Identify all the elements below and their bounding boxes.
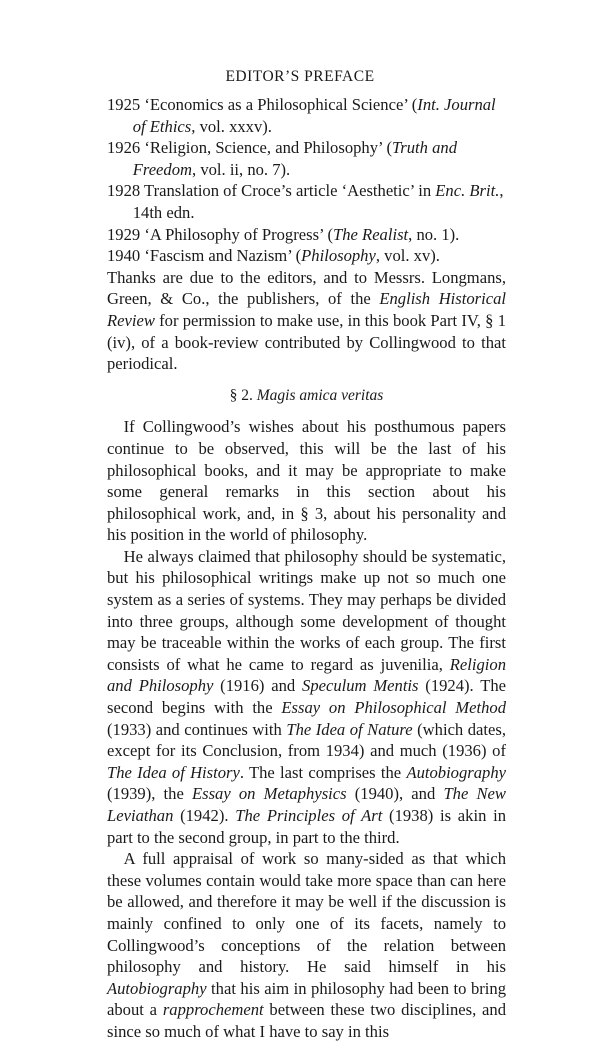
book-title: The Idea of Nature bbox=[286, 719, 413, 739]
section-title: Magis amica veritas bbox=[256, 386, 384, 404]
entry-year: 1928 bbox=[107, 181, 141, 201]
entry-source: Philosophy bbox=[301, 246, 376, 266]
journal-title: English Historical Review bbox=[107, 289, 506, 330]
text-run: (1933) and continues with bbox=[107, 719, 287, 739]
text-run: . The last comprises the bbox=[239, 762, 407, 782]
text-run: (1916) and bbox=[213, 676, 303, 696]
text-run: A full appraisal of work so many-sided as that which these volumes contain would take more space than can here be allowed, and therefore it may be well if the discussion is mainly confined to only one of its facets, namely to Collingwood’s conceptions of the relation between philosophy and history. He said himself in his bbox=[107, 849, 506, 977]
bibliography-entry bbox=[107, 137, 506, 180]
text-run: (1938) is akin in part to the second group, in part to the third. bbox=[107, 806, 506, 847]
section-heading bbox=[107, 385, 506, 407]
entry-text-end: , vol. xxxv). bbox=[191, 116, 272, 136]
entry-text: ‘Fascism and Nazism’ ( bbox=[140, 246, 302, 266]
entry-text-end: , no. 1). bbox=[408, 224, 460, 244]
entry-source: Int. Journal of Ethics bbox=[132, 95, 496, 136]
entry-year: 1926 bbox=[107, 138, 141, 158]
bibliography-entry bbox=[107, 180, 506, 223]
body-paragraph bbox=[107, 848, 506, 1042]
text-run: (1924). The second begins with the bbox=[107, 676, 507, 718]
entry-text-end: , vol. ii, no. 7). bbox=[192, 159, 291, 179]
text-run: for permission to make use, in this book Part IV, § 1 (iv), of a book-review contributed by Collingwood to that periodical. bbox=[107, 310, 506, 374]
book-title: Autobiography bbox=[107, 978, 207, 998]
book-title: The New Leviathan bbox=[107, 784, 506, 825]
text-run: (1940), and bbox=[346, 784, 444, 804]
book-title: Speculum Mentis bbox=[302, 676, 419, 696]
bibliography-list bbox=[107, 94, 506, 267]
book-title: The Principles of Art bbox=[235, 806, 383, 825]
text-run: He always claimed that philosophy should be systematic, but his philosophical writings make up not so much one system as a series of systems. They may perhaps be divided into three groups, although some development of thought may be traceable within the works of each group. The first consists of what he came to regard as juvenilia, bbox=[107, 546, 506, 674]
text-run: Thanks are due to the editors, and to Messrs. Longmans, Green, & Co., the publishers, of the bbox=[107, 267, 506, 309]
book-title: Autobiography bbox=[406, 762, 506, 782]
section-number: § 2. bbox=[229, 386, 253, 404]
entry-source: Enc. Brit. bbox=[435, 181, 500, 201]
running-header: EDITOR’S PREFACE bbox=[225, 68, 375, 85]
acknowledgement-paragraph bbox=[107, 267, 506, 375]
entry-year: 1925 bbox=[107, 95, 141, 114]
entry-text: ‘Economics as a Philosophical Science’ ( bbox=[140, 95, 418, 114]
page-body bbox=[107, 94, 506, 1043]
entry-source: The Realist bbox=[333, 224, 409, 244]
bibliography-entry bbox=[107, 224, 506, 246]
emphasis-term: rapprochement bbox=[162, 1000, 264, 1020]
text-run: (which dates, except for its Conclusion, from 1934) and much (1936) of bbox=[107, 719, 506, 761]
bibliography-entry bbox=[107, 94, 506, 137]
book-title: Religion and Philosophy bbox=[107, 654, 506, 696]
entry-text-end: , 14th edn. bbox=[132, 181, 504, 222]
book-title: The Idea of History bbox=[107, 762, 240, 782]
book-title: Essay on Philosophical Method bbox=[281, 698, 506, 718]
entry-text: ‘Religion, Science, and Philosophy’ ( bbox=[140, 138, 392, 158]
text-run: that his aim in philosophy had been to bring about a bbox=[107, 978, 506, 1020]
entry-text-end: , vol. xv). bbox=[375, 246, 440, 266]
entry-year: 1940 bbox=[107, 246, 141, 266]
book-title: Essay on Metaphysics bbox=[192, 784, 347, 804]
body-paragraph bbox=[107, 546, 506, 848]
text-run: (1939), the bbox=[107, 784, 192, 804]
body-paragraph: If Collingwood’s wishes about his posthumous papers continue to be observed, this will be the last of his philosophical books, and it may be appropriate to make some general remarks in this section about his philosophical work, and, in § 3, about his personality and his position in the world of philosophy. bbox=[107, 417, 506, 545]
entry-source: Truth and Freedom bbox=[132, 138, 457, 179]
entry-text: ‘A Philosophy of Progress’ ( bbox=[140, 224, 334, 244]
text-run: (1942). bbox=[173, 806, 236, 825]
entry-text: Translation of Croce’s article ‘Aesthetic’ in bbox=[140, 181, 436, 201]
entry-year: 1929 bbox=[107, 224, 141, 244]
bibliography-entry bbox=[107, 245, 506, 267]
text-run: between these two disciplines, and since so much of what I have to say in this bbox=[107, 1000, 506, 1041]
